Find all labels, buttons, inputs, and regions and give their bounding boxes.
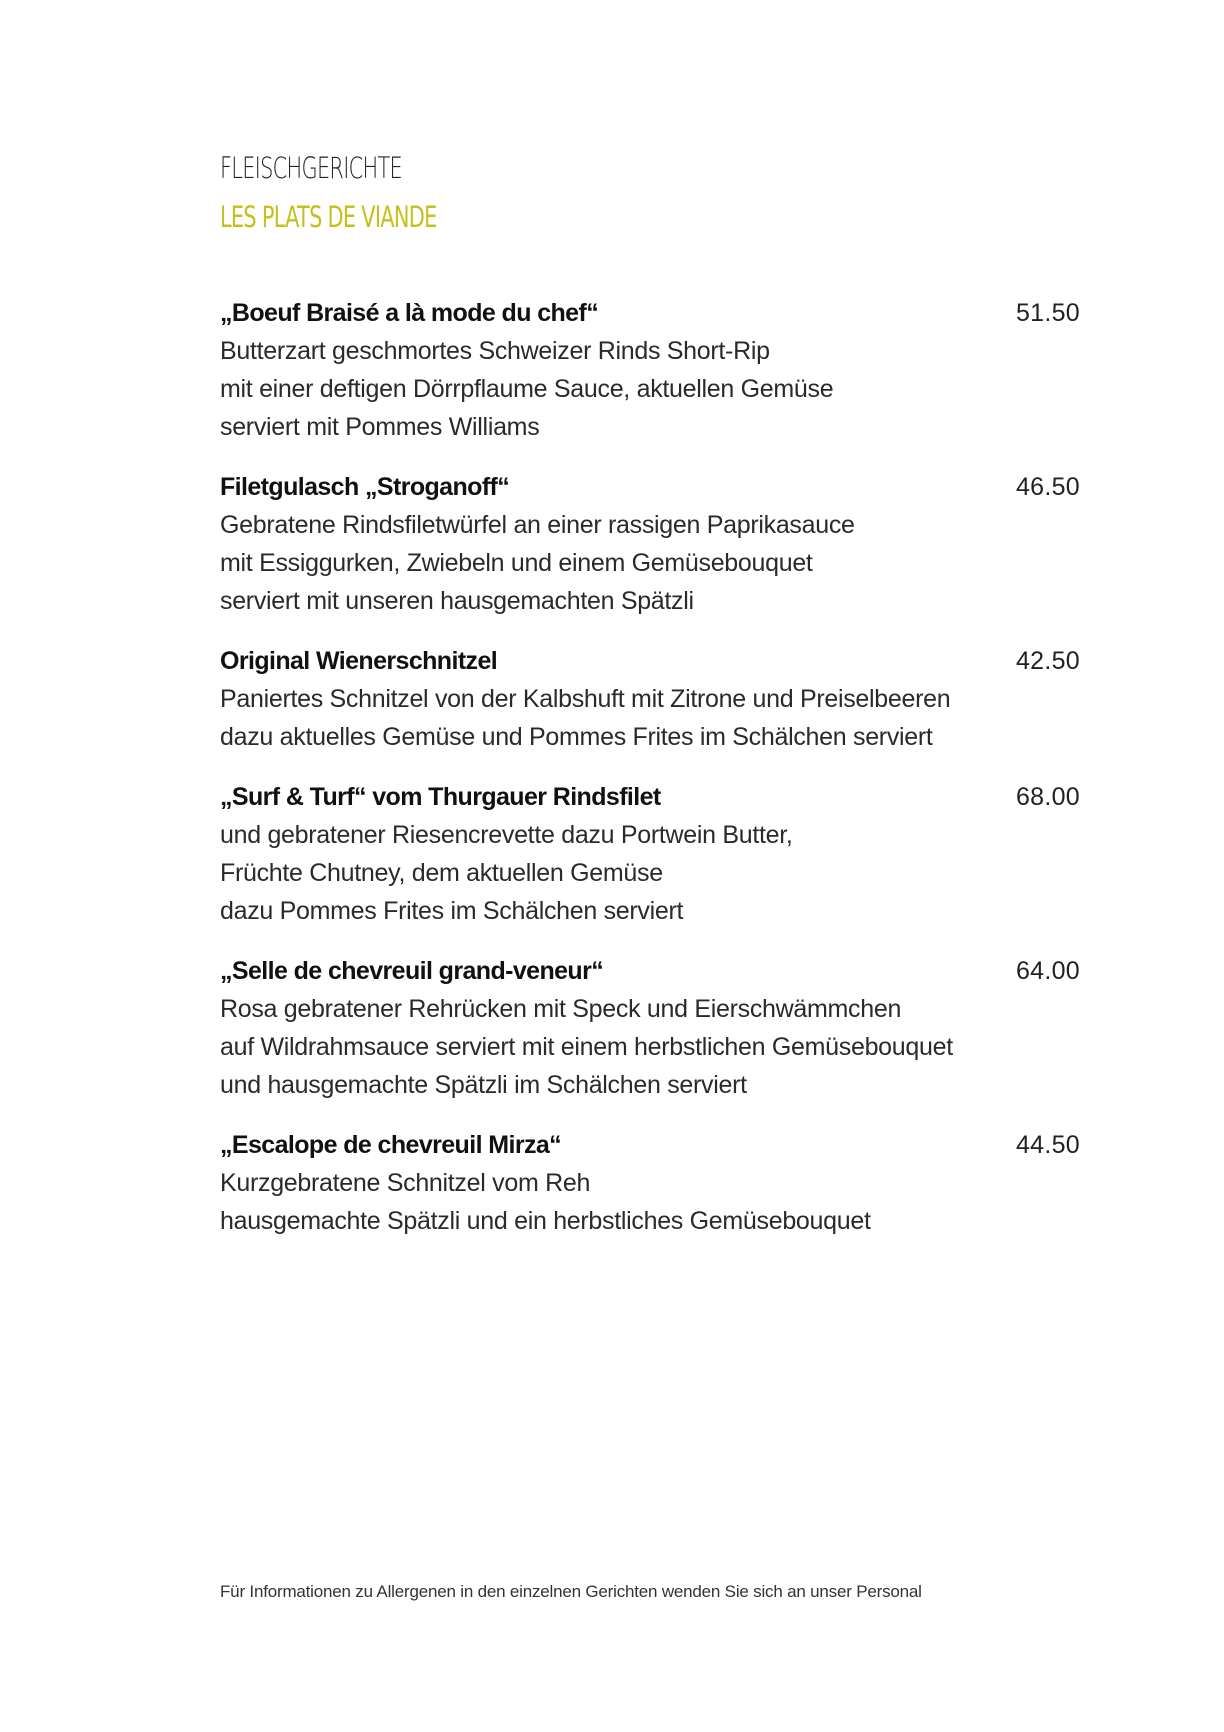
menu-item [220,642,1080,756]
menu-item-title: „Escalope de chevreuil Mirza“ [220,1131,562,1159]
menu-item-price: 64.00 [1015,957,1080,985]
menu-item-price: 51.50 [1015,299,1080,327]
menu-item-description-line: und hausgemachte Spätzli im Schälchen serviert [220,1071,747,1099]
menu-item-description-line: dazu aktuelles Gemüse und Pommes Frites im Schälchen serviert [220,723,933,751]
menu-item-title: „Selle de chevreuil grand-veneur“ [220,957,604,985]
menu-item-description-line: Früchte Chutney, dem aktuellen Gemüse [220,859,663,887]
menu-item-description-line: hausgemachte Spätzli und ein herbstliches Gemüsebouquet [220,1207,871,1235]
menu-item [220,952,1080,1104]
menu-item [220,468,1080,620]
menu-item-description-line: Paniertes Schnitzel von der Kalbshuft mit Zitrone und Preiselbeeren [220,685,951,713]
menu-item-description-line: Kurzgebratene Schnitzel vom Reh [220,1169,591,1197]
section-title-german: FLEISCHGERICHTE [220,151,403,185]
menu-item-price: 68.00 [1015,783,1080,811]
menu-item-title: Filetgulasch „Stroganoff“ [220,473,510,501]
menu-item-description-line: Gebratene Rindsfiletwürfel an einer rassigen Paprikasauce [220,511,855,539]
menu-item [220,294,1080,446]
menu-item-description-line: Rosa gebratener Rehrücken mit Speck und Eierschwämmchen [220,995,902,1023]
menu-item-description-line: und gebratener Riesencrevette dazu Portwein Butter, [220,821,793,849]
menu-item-description-line: auf Wildrahmsauce serviert mit einem herbstlichen Gemüsebouquet [220,1033,953,1061]
menu-item-description-line: dazu Pommes Frites im Schälchen serviert [220,897,684,925]
menu-item-title: „Boeuf Braisé a là mode du chef“ [220,299,599,327]
menu-item-price: 46.50 [1015,473,1080,501]
section-heading [220,150,521,235]
menu-item-description-line: serviert mit Pommes Williams [220,413,540,441]
menu-item-price: 42.50 [1015,647,1080,675]
menu-item-title: „Surf & Turf“ vom Thurgauer Rindsfilet [220,783,661,811]
allergen-note: Für Informationen zu Allergenen in den einzelnen Gerichten wenden Sie sich an unser Personal [220,1582,922,1601]
menu-item-description-line: serviert mit unseren hausgemachten Spätzli [220,587,694,615]
menu-item [220,1126,1080,1240]
menu-item [220,778,1080,930]
menu-item-description-line: Butterzart geschmortes Schweizer Rinds Short-Rip [220,337,770,365]
menu-item-description-line: mit Essiggurken, Zwiebeln und einem Gemüsebouquet [220,549,813,577]
menu-item-price: 44.50 [1015,1131,1080,1159]
menu-item-title: Original Wienerschnitzel [220,647,498,675]
section-title-french: LES PLATS DE VIANDE [220,200,437,234]
menu-item-description-line: mit einer deftigen Dörrpflaume Sauce, aktuellen Gemüse [220,375,834,403]
